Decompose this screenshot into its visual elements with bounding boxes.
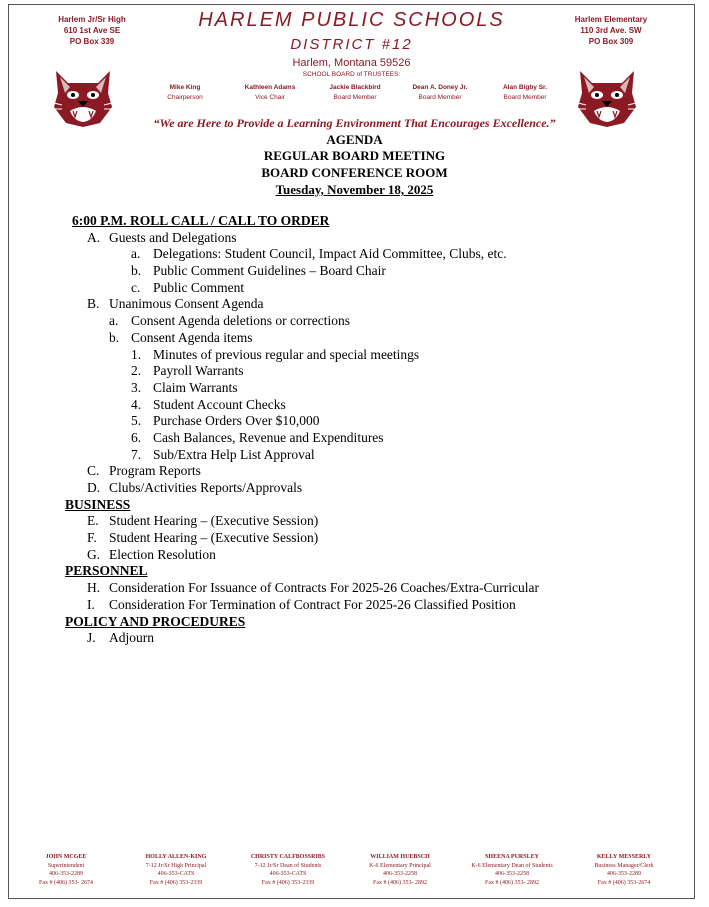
section-heading: POLICY AND PROCEDURES (65, 613, 246, 629)
agenda-item (65, 597, 685, 614)
staff-fax: Fax # (406) 353-2339 (261, 879, 315, 886)
district-city: Harlem, Montana 59526 (292, 57, 411, 69)
staff-fax: Fax # (406) 353-2339 (149, 879, 203, 886)
trustee (310, 83, 400, 103)
trustee-name: Mike King (169, 84, 201, 91)
agenda-item (65, 547, 685, 564)
trustee (395, 83, 485, 103)
agenda-item (65, 430, 685, 447)
agenda-item (65, 280, 685, 297)
agenda-item-label: A. (87, 229, 101, 245)
agenda-item-label: H. (87, 580, 101, 596)
staff-title: 7-12 Jr/Sr High Principal (145, 862, 207, 869)
agenda-item-text: Public Comment Guidelines – Board Chair (153, 263, 386, 279)
staff-title: K-6 Elementary Principal (369, 862, 431, 869)
staff-contact (344, 853, 456, 887)
trustee-name: Alan Bigby Sr. (502, 84, 548, 91)
staff-name: CHRISTY CALFBOSSRIBS (250, 854, 326, 860)
agenda-item-text: Delegations: Student Council, Impact Aid Committee, Clubs, etc. (153, 246, 507, 262)
agenda-item-label: 2. (131, 363, 142, 379)
trustees-label: SCHOOL BOARD of TRUSTEES: (302, 71, 401, 78)
agenda-item (65, 513, 685, 530)
district-number: DISTRICT #12 (290, 36, 413, 53)
agenda-item (65, 263, 685, 280)
agenda-item-text: Student Account Checks (153, 396, 286, 412)
staff-name: JOHN MCGEE (45, 854, 87, 860)
staff-phone: 406-353-2258 (383, 871, 417, 877)
agenda-item (65, 397, 685, 414)
agenda-item-text: Program Reports (109, 463, 201, 479)
staff-name: WILLIAM HUEBSCH (370, 854, 430, 860)
agenda-item-label: C. (87, 463, 100, 479)
agenda-item-text: Consideration For Termination of Contract For 2025-26 Classified Position (109, 596, 516, 612)
trustee-name: Kathleen Adams (244, 84, 296, 91)
agenda-item (65, 480, 685, 497)
agenda-item-text: Adjourn (109, 630, 154, 646)
district-motto: “We are Here to Provide a Learning Environment That Encourages Excellence.” (153, 116, 556, 130)
agenda-item-label: 6. (131, 429, 142, 445)
staff-contact (120, 853, 232, 887)
agenda-item-text: Student Hearing – (Executive Session) (109, 530, 319, 546)
staff-fax: Fax # (406) 353- 2674 (39, 879, 93, 886)
staff-name: HOLLY ALLEN-KING (145, 854, 207, 860)
staff-fax: Fax # (406) 353- 2892 (485, 879, 539, 886)
trustee-role: Board Member (503, 94, 547, 101)
right-school-name: Harlem Elementary (574, 15, 648, 24)
trustee-role: Vice Chair (255, 94, 285, 101)
meeting-date: Tuesday, November 18, 2025 (275, 182, 434, 197)
staff-phone: 406-353-2289 (607, 871, 641, 877)
agenda-item-label: G. (87, 546, 101, 562)
agenda-heading: AGENDA (326, 132, 383, 147)
staff-title: 7-12 Jr/Sr Dean of Students (254, 862, 322, 869)
trustee-role: Board Member (333, 94, 377, 101)
agenda-item-label: J. (87, 630, 96, 646)
agenda-item (65, 463, 685, 480)
agenda-item-label: F. (87, 530, 97, 546)
trustee-role: Board Member (418, 94, 462, 101)
agenda-item-label: D. (87, 480, 101, 495)
agenda-items (65, 230, 685, 647)
agenda-item-label: E. (87, 513, 99, 529)
left-school-info (22, 14, 162, 47)
section-heading: PERSONNEL (65, 563, 148, 579)
staff-phone: 406-353-2258 (495, 871, 529, 877)
agenda-item (65, 313, 685, 330)
trustee-name: Dean A. Doney Jr. (412, 84, 468, 91)
section-heading: BUSINESS (65, 496, 131, 512)
agenda-item-text: Guests and Delegations (109, 229, 237, 245)
agenda-item-label: 4. (131, 396, 142, 412)
agenda-item-text: Purchase Orders Over $10,000 (153, 413, 320, 429)
agenda-item-text: Payroll Warrants (153, 363, 244, 379)
staff-contact (10, 853, 122, 887)
agenda-item (65, 347, 685, 364)
roll-call-heading: 6:00 P.M. ROLL CALL / CALL TO ORDER (72, 213, 330, 228)
agenda-item (65, 363, 685, 380)
staff-contact (568, 853, 680, 887)
agenda-item-text: Public Comment (153, 279, 245, 295)
agenda-item (65, 530, 685, 547)
trustee-role: Chairperson (167, 94, 203, 101)
agenda-item (65, 230, 685, 247)
staff-name: KELLY MESSERLY (596, 854, 652, 860)
agenda-item-label: a. (131, 246, 141, 262)
agenda-item-text: Sub/Extra Help List Approval (153, 446, 315, 462)
staff-phone: 406-353-2289 (49, 871, 83, 877)
agenda-item-text: Election Resolution (109, 546, 216, 562)
staff-title: Business Manager/Clerk (594, 862, 654, 869)
left-school-name: Harlem Jr/Sr High (58, 15, 126, 24)
trustee (225, 83, 315, 103)
agenda-list (65, 213, 685, 647)
staff-phone: 406-353-CATS (269, 871, 307, 877)
left-school-address: 610 1st Ave SE (63, 26, 121, 35)
agenda-item-label: a. (109, 313, 119, 329)
agenda-item-label: 1. (131, 346, 142, 362)
agenda-item-text: Consideration For Issuance of Contracts For 2025-26 Coaches/Extra-Curricular (109, 580, 540, 596)
agenda-item-label: 7. (131, 446, 142, 462)
agenda-item-text: Claim Warrants (153, 379, 238, 395)
agenda-item (65, 580, 685, 597)
agenda-item-text: Consent Agenda deletions or corrections (131, 313, 350, 329)
staff-phone: 406-353-CATS (157, 871, 195, 877)
staff-name: SHEENA PURSLEY (485, 854, 539, 860)
agenda-item-text: Clubs/Activities Reports/Approvals (109, 480, 303, 495)
trustee-name: Jackie Blackbird (329, 84, 381, 91)
agenda-item-text: Student Hearing – (Executive Session) (109, 513, 319, 529)
agenda-item (65, 296, 685, 313)
agenda-item (65, 330, 685, 347)
staff-contact (456, 853, 568, 887)
agenda-item-label: I. (87, 596, 95, 612)
right-school-info (541, 14, 681, 47)
agenda-item-label: b. (131, 263, 142, 279)
staff-fax: Fax # (406) 353- 2892 (373, 879, 427, 886)
agenda-item-label: c. (131, 279, 141, 295)
agenda-item-label: B. (87, 296, 100, 312)
staff-contact (232, 853, 344, 887)
agenda-item-label: 3. (131, 379, 142, 395)
agenda-item (65, 380, 685, 397)
staff-title: Superintendent (47, 862, 85, 869)
agenda-item-text: Consent Agenda items (131, 329, 253, 345)
meeting-location: BOARD CONFERENCE ROOM (261, 165, 448, 180)
agenda-item-label: 5. (131, 413, 142, 429)
staff-fax: Fax # (406) 353-2674 (597, 879, 651, 886)
agenda-item (65, 447, 685, 464)
staff-title: K-6 Elementary Dean of Students (471, 862, 553, 869)
trustee (140, 83, 230, 103)
agenda-item (65, 413, 685, 430)
agenda-item-text: Minutes of previous regular and special meetings (153, 346, 420, 362)
agenda-item-text: Cash Balances, Revenue and Expenditures (153, 429, 384, 445)
agenda-item-text: Unanimous Consent Agenda (109, 296, 264, 312)
trustee (480, 83, 570, 103)
agenda-item (65, 246, 685, 263)
left-school-po: PO Box 339 (69, 37, 115, 46)
agenda-item (65, 630, 685, 647)
meeting-type: REGULAR BOARD MEETING (263, 148, 446, 163)
right-school-address: 110 3rd Ave. SW (580, 26, 642, 35)
right-school-po: PO Box 309 (588, 37, 634, 46)
agenda-item-label: b. (109, 329, 120, 345)
district-title: HARLEM PUBLIC SCHOOLS (198, 9, 505, 31)
